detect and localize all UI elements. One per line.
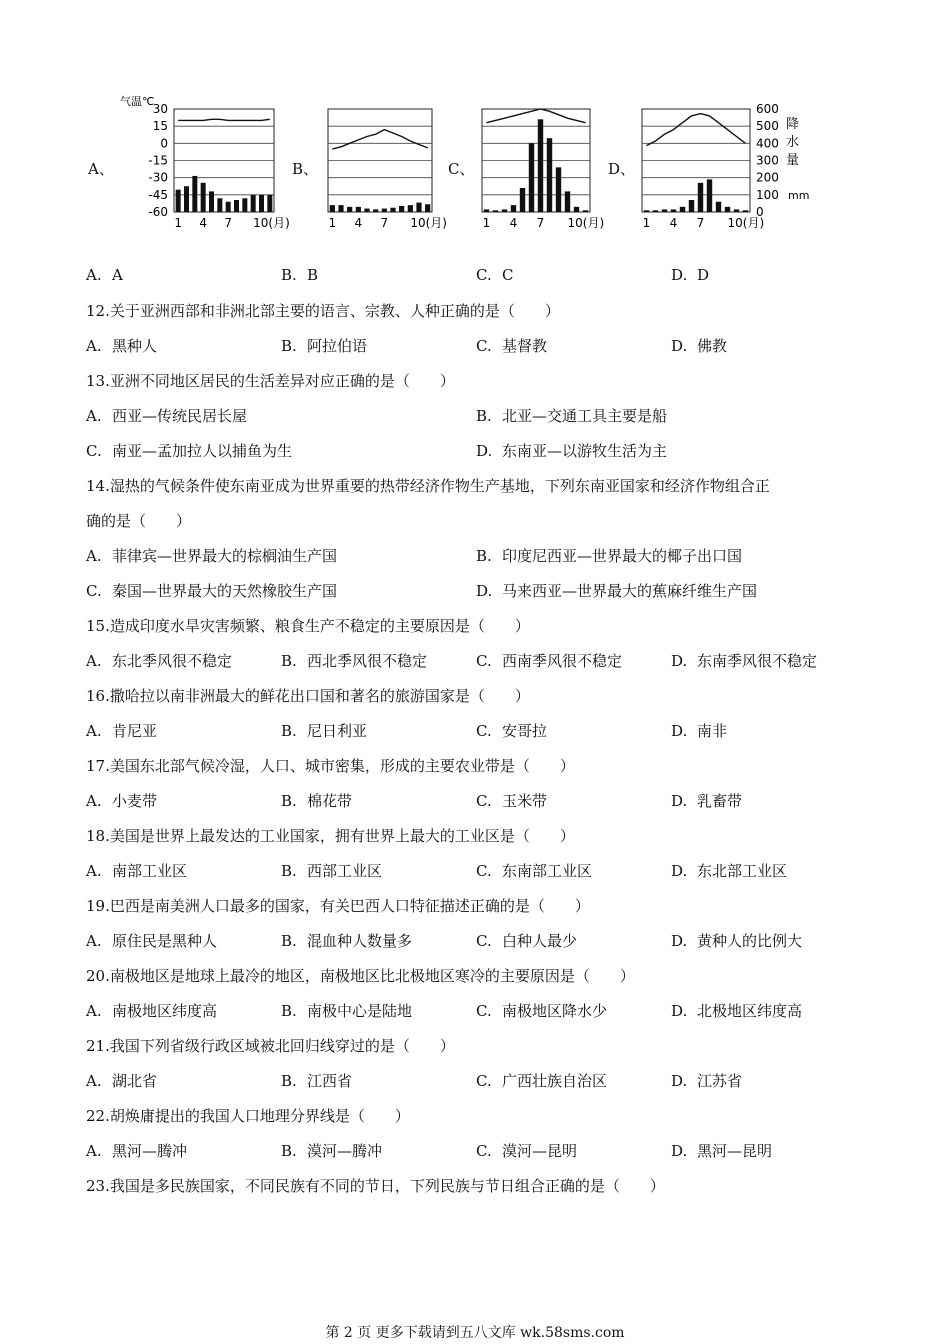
option-letter: B. [281, 652, 297, 670]
month-tick-label: 1 [174, 216, 182, 230]
option-letter: D. [671, 1002, 688, 1020]
precip-bar [234, 200, 239, 212]
precip-bar [390, 208, 395, 212]
answer-option[interactable] [86, 266, 123, 284]
answer-option[interactable] [86, 405, 247, 426]
precip-bar [680, 207, 685, 212]
option-letter: C. [86, 582, 102, 600]
option-text: B [307, 266, 319, 284]
option-letter: D. [671, 1072, 688, 1090]
answer-option[interactable] [281, 1070, 352, 1091]
question-stem-text: 湿热的气候条件使东南亚成为世界重要的热带经济作物生产基地，下列东南亚国家和经济作物组合正 [109, 477, 770, 495]
precip-bar [671, 209, 676, 212]
option-text: 北极地区纬度高 [697, 1002, 803, 1020]
precip-bar [529, 143, 534, 212]
precip-bar [734, 209, 739, 212]
option-text: 棉花带 [307, 792, 353, 810]
question-stem-text: 南极地区是地球上最冷的地区，南极地区比北极地区寒冷的主要原因是（ ） [109, 967, 635, 985]
left-tick-label: 0 [160, 136, 168, 151]
option-letter: A. [86, 1142, 102, 1160]
answer-option[interactable] [671, 1000, 802, 1021]
right-tick-label: 200 [756, 170, 779, 185]
right-tick-label: 500 [756, 119, 779, 134]
option-text: 南亚—孟加拉人以捕鱼为生 [112, 442, 293, 460]
option-letter: C. [476, 862, 492, 880]
answer-option[interactable] [476, 335, 547, 356]
option-letter: C. [476, 792, 492, 810]
answer-option[interactable] [671, 650, 817, 671]
precip-bar [574, 207, 579, 212]
month-tick-label: 10(月) [727, 216, 765, 230]
month-tick-label: 10(月) [410, 216, 447, 230]
precip-bar [484, 209, 489, 212]
temperature-line [332, 130, 427, 150]
precip-bar [373, 209, 378, 212]
option-text: 南部工业区 [112, 862, 188, 880]
question-stem-text: 巴西是南美洲人口最多的国家，有关巴西人口特征描述正确的是（ ） [109, 897, 590, 915]
precip-bar [347, 207, 352, 212]
precip-bar [217, 198, 222, 212]
month-tick-label: 4 [669, 216, 678, 230]
answer-option[interactable] [86, 720, 157, 741]
option-text: 南极中心是陆地 [307, 1002, 413, 1020]
option-text: 湖北省 [112, 1072, 158, 1090]
answer-option[interactable] [476, 266, 513, 284]
answer-option[interactable] [476, 440, 667, 461]
question-stem-line [86, 300, 560, 321]
precip-bar [653, 210, 658, 212]
option-letter: A. [86, 407, 102, 425]
answer-option[interactable] [281, 790, 352, 811]
answer-option[interactable] [86, 790, 157, 811]
question-stem-text: 我国下列省级行政区域被北回归线穿过的是（ ） [109, 1037, 455, 1055]
chart-label-d: D、 [608, 160, 636, 178]
question-stem-line [86, 965, 635, 986]
answer-option[interactable] [671, 1140, 772, 1161]
question-number: 22. [86, 1107, 110, 1125]
precip-bar [743, 210, 748, 212]
option-letter: B. [281, 792, 297, 810]
precip-bar [176, 190, 181, 212]
month-tick-label: 7 [224, 216, 232, 230]
right-axis-title-char: 水 [786, 135, 800, 150]
option-text: D [697, 266, 710, 284]
question-stem-line [86, 370, 455, 391]
precip-bar [644, 210, 649, 212]
precip-bar [399, 206, 404, 212]
precip-bar [364, 209, 369, 212]
precip-bar [226, 202, 231, 212]
option-text: 乳畜带 [697, 792, 743, 810]
option-text: A [112, 266, 123, 284]
answer-option[interactable] [476, 580, 757, 601]
answer-option[interactable] [476, 1070, 607, 1091]
answer-option[interactable] [281, 335, 367, 356]
option-text: 白种人最少 [502, 932, 578, 950]
precip-bar [184, 186, 189, 212]
option-letter: A. [86, 1072, 102, 1090]
answer-option[interactable] [476, 545, 742, 566]
answer-option[interactable] [281, 860, 382, 881]
option-letter: C. [476, 1142, 492, 1160]
option-text: 黑河—昆明 [697, 1142, 773, 1160]
precip-bar [242, 198, 247, 212]
question-number: 19. [86, 897, 110, 915]
answer-option[interactable] [476, 1000, 607, 1021]
answer-option[interactable] [86, 1140, 187, 1161]
option-letter: B. [281, 337, 297, 355]
precip-bar [267, 195, 272, 212]
precip-bar [698, 183, 703, 212]
option-letter: A. [86, 337, 102, 355]
option-letter: D. [671, 652, 688, 670]
question-number: 13. [86, 372, 110, 390]
option-text: 尼日利亚 [307, 722, 368, 740]
month-tick-label: 7 [380, 216, 389, 230]
right-tick-label: 0 [756, 205, 764, 219]
answer-option[interactable] [476, 860, 592, 881]
month-tick-label: 1 [328, 216, 337, 230]
page-footer: 第 2 页 更多下载请到五八文库 wk.58sms.com [325, 1325, 625, 1341]
question-stem-line [86, 1175, 665, 1196]
option-letter: D. [671, 862, 688, 880]
question-stem-text: 关于亚洲西部和非洲北部主要的语言、宗教、人种正确的是（ ） [109, 302, 560, 320]
option-text: 小麦带 [112, 792, 158, 810]
question-stem-text: 确的是（ ） [86, 512, 192, 530]
option-letter: D. [671, 1142, 688, 1160]
left-tick-label: 15 [152, 119, 168, 134]
precip-bar [689, 200, 694, 212]
precip-bar [662, 209, 667, 212]
question-stem-text: 造成印度水旱灾害频繁、粮食生产不稳定的主要原因是（ ） [109, 617, 530, 635]
question-stem-line [86, 895, 590, 916]
month-tick-label: 4 [509, 216, 518, 230]
answer-option[interactable] [281, 720, 367, 741]
option-text: 黄种人的比例大 [697, 932, 803, 950]
answer-option[interactable] [86, 440, 292, 461]
precip-bar [511, 205, 516, 212]
option-text: 东北季风很不稳定 [112, 652, 233, 670]
precip-bar [547, 138, 552, 212]
option-text: 漠河—腾冲 [307, 1142, 383, 1160]
answer-option[interactable] [476, 930, 577, 951]
precip-bar [209, 191, 214, 212]
precip-bar [707, 179, 712, 212]
question-stem-line [86, 825, 575, 846]
option-text: 阿拉伯语 [307, 337, 368, 355]
precip-bar [408, 205, 413, 212]
month-tick-label: 7 [536, 216, 545, 230]
option-letter: A. [86, 792, 102, 810]
answer-option[interactable] [476, 650, 622, 671]
question-stem-text: 美国东北部气候冷湿，人口、城市密集，形成的主要农业带是（ ） [109, 757, 575, 775]
answer-option[interactable] [281, 650, 427, 671]
answer-option[interactable] [671, 790, 742, 811]
answer-option[interactable] [86, 1070, 157, 1091]
month-tick-label: 4 [199, 216, 207, 230]
answer-option[interactable] [671, 930, 802, 951]
chart-label-c: C、 [448, 160, 475, 178]
precip-bar [425, 204, 430, 212]
precip-bar [330, 205, 335, 212]
answer-option[interactable] [671, 860, 787, 881]
left-tick-label: -30 [148, 170, 168, 185]
precip-bar [382, 209, 387, 212]
answer-option[interactable] [671, 266, 709, 284]
precip-bar [583, 210, 588, 212]
question-stem-line [86, 1035, 455, 1056]
answer-option[interactable] [86, 650, 232, 671]
option-letter: A. [86, 266, 102, 284]
question-number: 17. [86, 757, 110, 775]
option-text: C [502, 266, 514, 284]
answer-option[interactable] [86, 930, 217, 951]
answer-option[interactable] [671, 335, 727, 356]
option-letter: B. [476, 547, 492, 565]
option-text: 南极地区降水少 [502, 1002, 608, 1020]
answer-option[interactable] [476, 1140, 577, 1161]
right-tick-label: 400 [756, 136, 779, 151]
month-tick-label: 1 [642, 216, 651, 230]
precip-bar [192, 176, 197, 212]
question-stem-line [86, 475, 770, 496]
answer-option[interactable] [281, 1000, 412, 1021]
option-text: 黑种人 [112, 337, 158, 355]
right-axis-title-char: 降 [786, 117, 800, 132]
question-number: 12. [86, 302, 110, 320]
option-text: 南极地区纬度高 [112, 1002, 218, 1020]
answer-option[interactable] [476, 720, 547, 741]
month-tick-label: 4 [354, 216, 363, 230]
month-tick-label: 10(月) [253, 216, 290, 230]
option-text: 江苏省 [697, 1072, 743, 1090]
precip-bar [356, 207, 361, 212]
option-letter: C. [476, 722, 492, 740]
question-stem-text: 美国是世界上最发达的工业国家，拥有世界上最大的工业区是（ ） [109, 827, 575, 845]
option-letter: B. [476, 407, 492, 425]
option-text: 菲律宾—世界最大的棕榈油生产国 [112, 547, 338, 565]
option-letter: B. [281, 1072, 297, 1090]
option-text: 西北季风很不稳定 [307, 652, 428, 670]
left-axis-title: 气温℃ [120, 95, 155, 108]
question-stem-line [86, 1105, 410, 1126]
chart-label-b: B、 [292, 160, 319, 178]
option-letter: A. [86, 547, 102, 565]
precip-bar [251, 195, 256, 212]
question-number: 15. [86, 617, 110, 635]
question-stem-line [86, 510, 191, 531]
option-letter: C. [476, 266, 492, 284]
answer-option[interactable] [86, 1000, 217, 1021]
question-stem-line [86, 755, 575, 776]
option-letter: B. [281, 932, 297, 950]
precip-bar [565, 191, 570, 212]
option-letter: D. [671, 722, 688, 740]
option-text: 基督教 [502, 337, 548, 355]
precip-bar [259, 195, 264, 212]
option-letter: A. [86, 652, 102, 670]
answer-option[interactable] [281, 266, 318, 284]
option-letter: D. [476, 582, 493, 600]
option-letter: A. [86, 1002, 102, 1020]
option-text: 西部工业区 [307, 862, 383, 880]
precip-bar [716, 202, 721, 212]
question-stem-text: 撒哈拉以南非洲最大的鲜花出口国和著名的旅游国家是（ ） [109, 687, 530, 705]
precip-bar [416, 203, 421, 212]
option-text: 东北部工业区 [697, 862, 788, 880]
option-letter: B. [281, 266, 297, 284]
option-text: 原住民是黑种人 [112, 932, 218, 950]
temperature-line [178, 119, 270, 120]
answer-option[interactable] [86, 545, 337, 566]
question-number: 21. [86, 1037, 110, 1055]
option-text: 东南亚—以游牧生活为主 [502, 442, 668, 460]
precip-bar [538, 119, 543, 212]
option-text: 漠河—昆明 [502, 1142, 578, 1160]
answer-option[interactable] [86, 335, 157, 356]
precip-bar [201, 183, 206, 212]
precip-bar [520, 188, 525, 212]
option-letter: C. [476, 652, 492, 670]
right-axis-unit: mm [788, 189, 810, 202]
right-tick-label: 600 [756, 102, 779, 116]
precip-bar [338, 205, 343, 212]
answer-option[interactable] [86, 860, 187, 881]
right-tick-label: 100 [756, 187, 779, 202]
option-text: 西南季风很不稳定 [502, 652, 623, 670]
left-tick-label: 30 [152, 102, 168, 116]
left-tick-label: -45 [148, 187, 168, 202]
precip-bar [493, 210, 498, 212]
month-tick-label: 7 [696, 216, 705, 230]
question-number: 20. [86, 967, 110, 985]
option-text: 北亚—交通工具主要是船 [502, 407, 668, 425]
option-letter: D. [671, 266, 688, 284]
option-text: 广西壮族自治区 [502, 1072, 608, 1090]
option-letter: D. [476, 442, 493, 460]
answer-option[interactable] [476, 405, 667, 426]
question-stem-line [86, 685, 530, 706]
option-text: 印度尼西亚—世界最大的椰子出口国 [502, 547, 743, 565]
temperature-line [487, 109, 586, 123]
answer-option[interactable] [476, 790, 547, 811]
option-text: 南非 [697, 722, 728, 740]
answer-option[interactable] [281, 1140, 382, 1161]
option-text: 混血种人数量多 [307, 932, 413, 950]
option-text: 马来西亚—世界最大的蕉麻纤维生产国 [502, 582, 758, 600]
question-stem-text: 亚洲不同地区居民的生活差异对应正确的是（ ） [109, 372, 455, 390]
climate-charts-figure [80, 95, 860, 235]
answer-option[interactable] [671, 720, 727, 741]
option-letter: A. [86, 722, 102, 740]
answer-option[interactable] [86, 580, 337, 601]
option-text: 玉米带 [502, 792, 548, 810]
precip-bar [725, 207, 730, 212]
chart-label-a: A、 [88, 160, 114, 178]
option-text: 西亚—传统民居长屋 [112, 407, 248, 425]
option-text: 东南部工业区 [502, 862, 593, 880]
option-letter: A. [86, 932, 102, 950]
option-text: 黑河—腾冲 [112, 1142, 188, 1160]
left-tick-label: -15 [148, 153, 168, 168]
option-letter: D. [671, 932, 688, 950]
option-letter: C. [476, 932, 492, 950]
answer-option[interactable] [281, 930, 412, 951]
option-letter: B. [281, 862, 297, 880]
option-text: 秦国—世界最大的天然橡胶生产国 [112, 582, 338, 600]
option-letter: C. [476, 1072, 492, 1090]
option-letter: D. [671, 792, 688, 810]
option-letter: D. [671, 337, 688, 355]
option-letter: C. [86, 442, 102, 460]
question-number: 18. [86, 827, 110, 845]
option-letter: A. [86, 862, 102, 880]
option-letter: C. [476, 337, 492, 355]
option-letter: C. [476, 1002, 492, 1020]
precip-bar [502, 209, 507, 212]
right-axis-title-char: 量 [786, 153, 800, 168]
option-text: 佛教 [697, 337, 728, 355]
month-tick-label: 1 [482, 216, 491, 230]
question-number: 14. [86, 477, 110, 495]
right-tick-label: 300 [756, 153, 779, 168]
answer-option[interactable] [671, 1070, 742, 1091]
question-number: 23. [86, 1177, 110, 1195]
temperature-line [647, 114, 746, 146]
option-text: 安哥拉 [502, 722, 548, 740]
option-letter: B. [281, 1142, 297, 1160]
option-text: 东南季风很不稳定 [697, 652, 818, 670]
month-tick-label: 10(月) [567, 216, 605, 230]
option-letter: B. [281, 1002, 297, 1020]
left-tick-label: -60 [148, 205, 168, 219]
option-text: 江西省 [307, 1072, 353, 1090]
question-stem-line [86, 615, 530, 636]
precip-bar [556, 167, 561, 212]
question-stem-text: 胡焕庸提出的我国人口地理分界线是（ ） [109, 1107, 410, 1125]
option-text: 肯尼亚 [112, 722, 158, 740]
question-stem-text: 我国是多民族国家，不同民族有不同的节日，下列民族与节日组合正确的是（ ） [109, 1177, 665, 1195]
question-number: 16. [86, 687, 110, 705]
option-letter: B. [281, 722, 297, 740]
